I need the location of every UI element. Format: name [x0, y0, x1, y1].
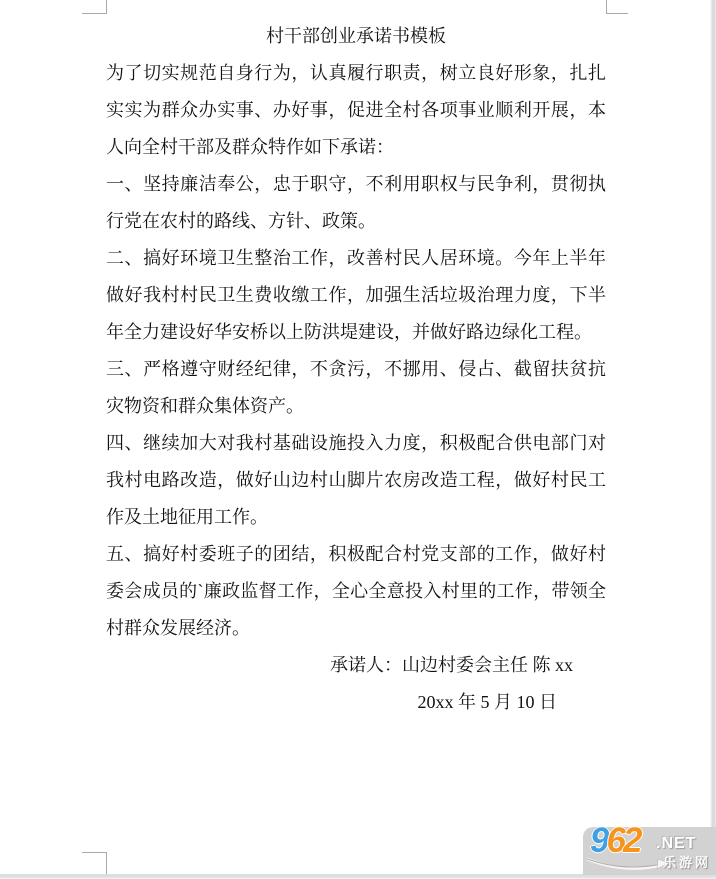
- watermark-digit-6: 6: [606, 821, 623, 860]
- right-edge-scroll-track: [710, 0, 716, 879]
- text-boundary-mark-top-left: [82, 0, 107, 14]
- paragraph-item-3: 三、严格遵守财经纪律，不贪污，不挪用、侵占、截留扶贫抗灾物资和群众集体资产。: [106, 359, 606, 416]
- watermark-digits: [590, 821, 639, 861]
- watermark-digit-9: 9: [590, 821, 607, 860]
- text-boundary-mark-top-right: [606, 0, 628, 14]
- paragraph-item-1: 一、坚持廉洁奉公，忠于职守，不利用职权与民争利，贯彻执行党在农村的路线、方针、政策。: [106, 174, 606, 231]
- paragraph-item-2: 二、搞好环境卫生整治工作，改善村民人居环境。今年上半年做好我村村民卫生费收缴工作，加强生活垃圾治理力度，下半年全力建设好华安桥以上防洪堤建设，并做好路边绿化工程。: [106, 248, 606, 342]
- signature-line: 承诺人：山边村委会主任 陈 xx: [330, 655, 573, 675]
- document-text-area: [106, 18, 606, 721]
- paragraph-intro: 为了切实规范自身行为，认真履行职责，树立良好形象，扎扎实实为群众办实事、办好事，促进全村各项事业顺利开展，本人向全村干部及群众特作如下承诺：: [106, 63, 606, 157]
- paragraph-item-4: 四、继续加大对我村基础设施投入力度，积极配合供电部门对我村电路改造，做好山边村山脚片农房改造工程，做好村民工作及土地征用工作。: [106, 433, 606, 527]
- text-boundary-mark-bottom-left: [82, 852, 107, 875]
- document-title: 村干部创业承诺书模板: [266, 26, 446, 46]
- date-line: 20xx 年 5 月 10 日: [417, 692, 557, 712]
- watermark-digit-2: 2: [622, 821, 640, 860]
- paragraph-item-5: 五、搞好村委班子的团结，积极配合村党支部的工作，做好村委会成员的`廉政监督工作，全心全意投入村里的工作，带领全村群众发展经济。: [106, 544, 606, 638]
- watermark-logo: [583, 821, 716, 875]
- watermark-site-name: 乐游网: [663, 855, 712, 870]
- watermark-tld: .NET: [656, 835, 697, 852]
